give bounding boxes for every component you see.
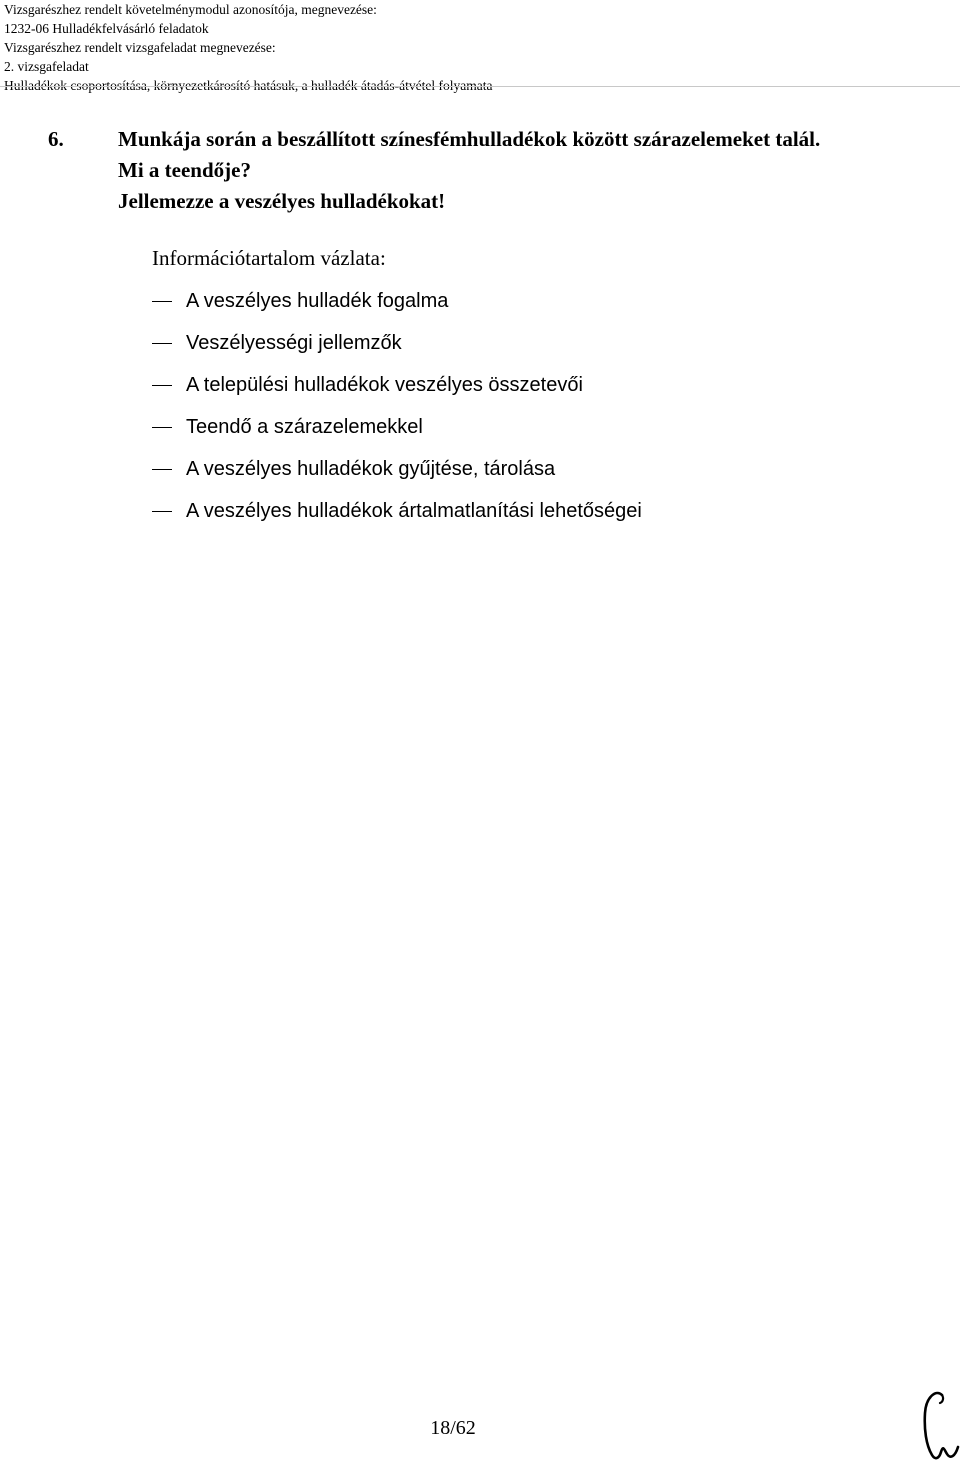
header-task-label: Vizsgarészhez rendelt vizsgafeladat megnevezése: xyxy=(4,40,276,55)
task-number: 6. xyxy=(48,127,64,151)
list-item-text: A veszélyes hulladék fogalma xyxy=(186,290,449,312)
header-divider xyxy=(0,86,960,87)
page-number: 18/62 xyxy=(430,1417,476,1439)
task-line-2: Mi a teendője? xyxy=(118,158,251,182)
task-text xyxy=(118,124,928,217)
outline-title: Információtartalom vázlata: xyxy=(152,246,386,270)
page-header xyxy=(4,0,954,95)
dash-bullet-icon xyxy=(152,427,172,428)
dash-bullet-icon xyxy=(152,469,172,470)
header-module-name: 1232-06 Hulladékfelvásárló feladatok xyxy=(4,21,209,36)
header-task-name: Hulladékok csoportosítása, környezetkárosító hatásuk, a hulladék átadás-átvétel folyamata xyxy=(4,78,493,93)
dash-bullet-icon xyxy=(152,511,172,512)
list-item-text: A települési hulladékok veszélyes összetevői xyxy=(186,374,583,396)
dash-bullet-icon xyxy=(152,385,172,386)
list-item-text: A veszélyes hulladékok gyűjtése, tárolása xyxy=(186,458,556,480)
header-task-number: 2. vizsgafeladat xyxy=(4,59,89,74)
dash-bullet-icon xyxy=(152,301,172,302)
list-item-text: A veszélyes hulladékok ártalmatlanítási lehetőségei xyxy=(186,500,642,522)
header-module-label: Vizsgarészhez rendelt követelménymodul azonosítója, megnevezése: xyxy=(4,2,377,17)
list-item-text: Teendő a szárazelemekkel xyxy=(186,416,423,438)
list-item-text: Veszélyességi jellemzők xyxy=(186,332,402,354)
dash-bullet-icon xyxy=(152,343,172,344)
handwritten-signature-icon xyxy=(920,1385,960,1463)
task-line-3: Jellemezze a veszélyes hulladékokat! xyxy=(118,189,446,213)
task-line-1: Munkája során a beszállított színesfémhulladékok között szárazelemeket talál. xyxy=(118,127,821,151)
